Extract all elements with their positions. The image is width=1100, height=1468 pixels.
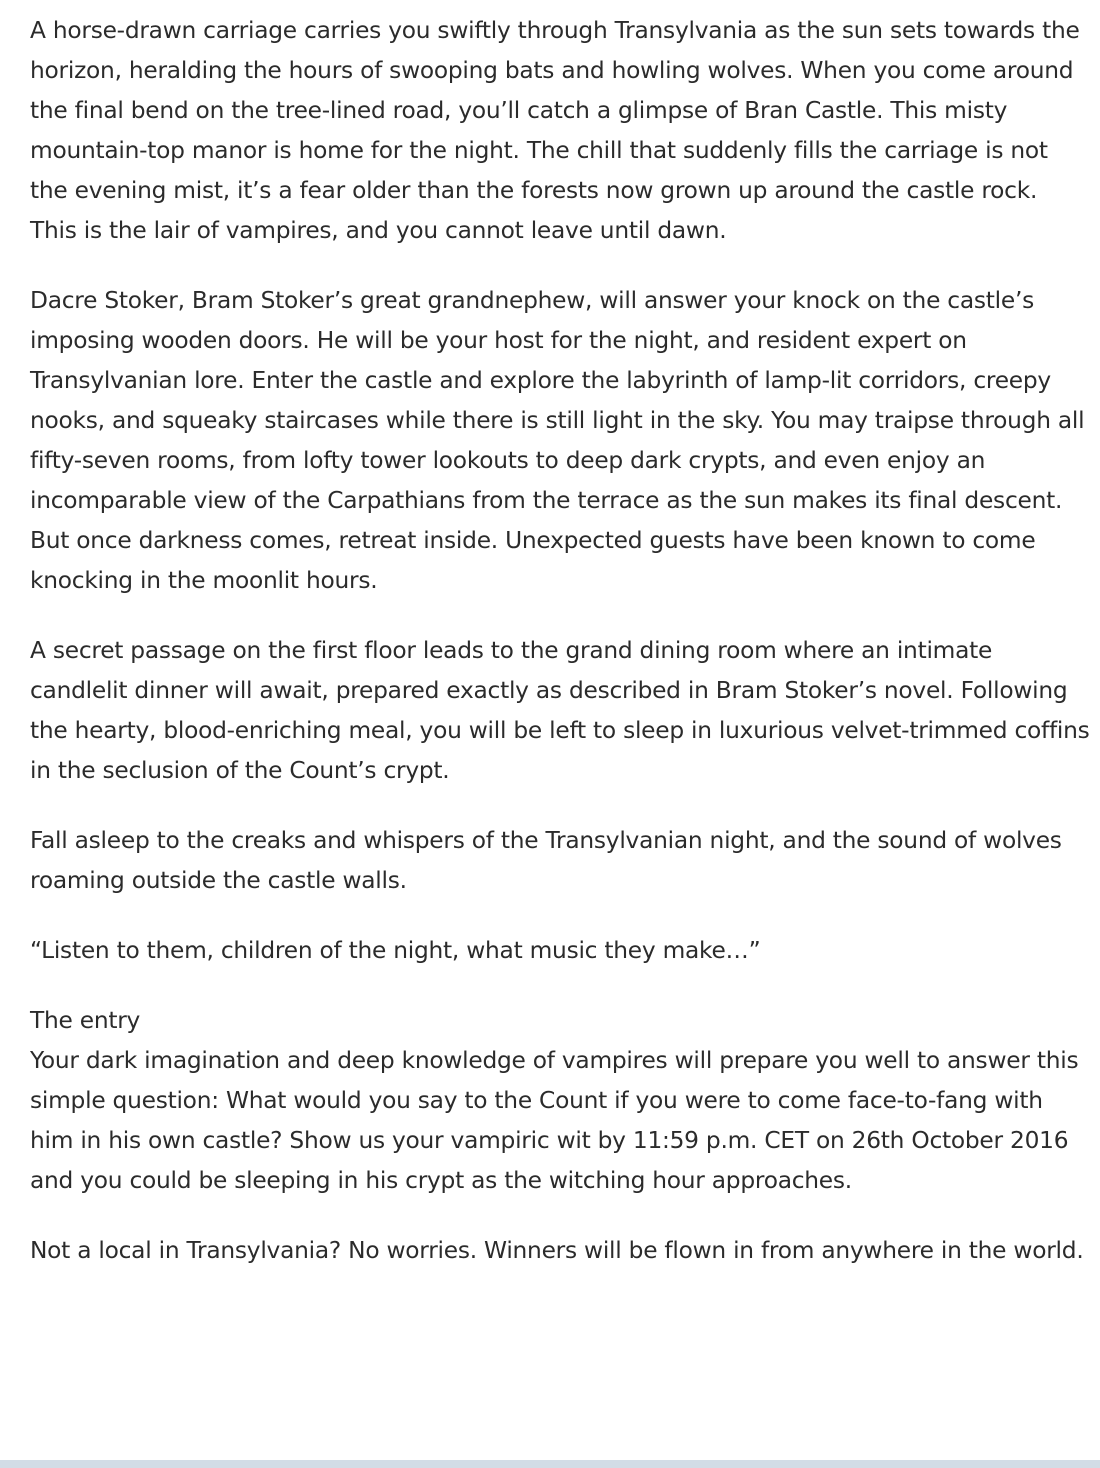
closing-paragraph: Not a local in Transylvania? No worries. Winners will be flown in from anywhere in the world.: [30, 1237, 1084, 1264]
bottom-divider-bar: [0, 1460, 1100, 1468]
intro-paragraph: A horse-drawn carriage carries you swiftly through Transylvania as the sun sets towards the horizon, heralding the hours of swooping bats and howling wolves. When you come around the final bend on the tree-lined road, you’ll catch a glimpse of Bran Castle. This misty mountain-top manor is home for the night. The chill that suddenly fills the carriage is not the evening mist, it’s a fear older than the forests now grown up around the castle rock. This is the lair of vampires, and you cannot leave until dawn.: [30, 17, 1080, 244]
host-paragraph: Dacre Stoker, Bram Stoker’s great grandnephew, will answer your knock on the castle’s imposing wooden doors. He will be your host for the night, and resident expert on Transylvanian lore. Enter the castle and explore the labyrinth of lamp-lit corridors, creepy nooks, and squeaky staircases while there is still light in the sky. You may traipse through all fifty-seven rooms, from lofty tower lookouts to deep dark crypts, and even enjoy an incomparable view of the Carpathians from the terrace as the sun makes its final descent. But once darkness comes, retreat inside. Unexpected guests have been known to come knocking in the moonlit hours.: [30, 287, 1085, 594]
night-paragraph: Fall asleep to the creaks and whispers of the Transylvanian night, and the sound of wolves roaming outside the castle walls.: [30, 827, 1062, 894]
article-body: [30, 11, 1090, 1301]
dinner-paragraph: A secret passage on the first floor leads to the grand dining room where an intimate candlelit dinner will await, prepared exactly as described in Bram Stoker’s novel. Following the hearty, blood-enriching meal, you will be left to sleep in luxurious velvet-trimmed coffins in the seclusion of the Count’s crypt.: [30, 637, 1090, 784]
entry-paragraph: Your dark imagination and deep knowledge of vampires will prepare you well to answer this simple question: What would you say to the Count if you were to come face-to-fang with him in his own castle? Show us your vampiric wit by 11:59 p.m. CET on 26th October 2016 and you could be sleeping in his crypt as the witching hour approaches.: [30, 1047, 1079, 1194]
entry-heading: The entry: [30, 1007, 141, 1034]
quote-paragraph: “Listen to them, children of the night, what music they make…”: [30, 937, 761, 964]
